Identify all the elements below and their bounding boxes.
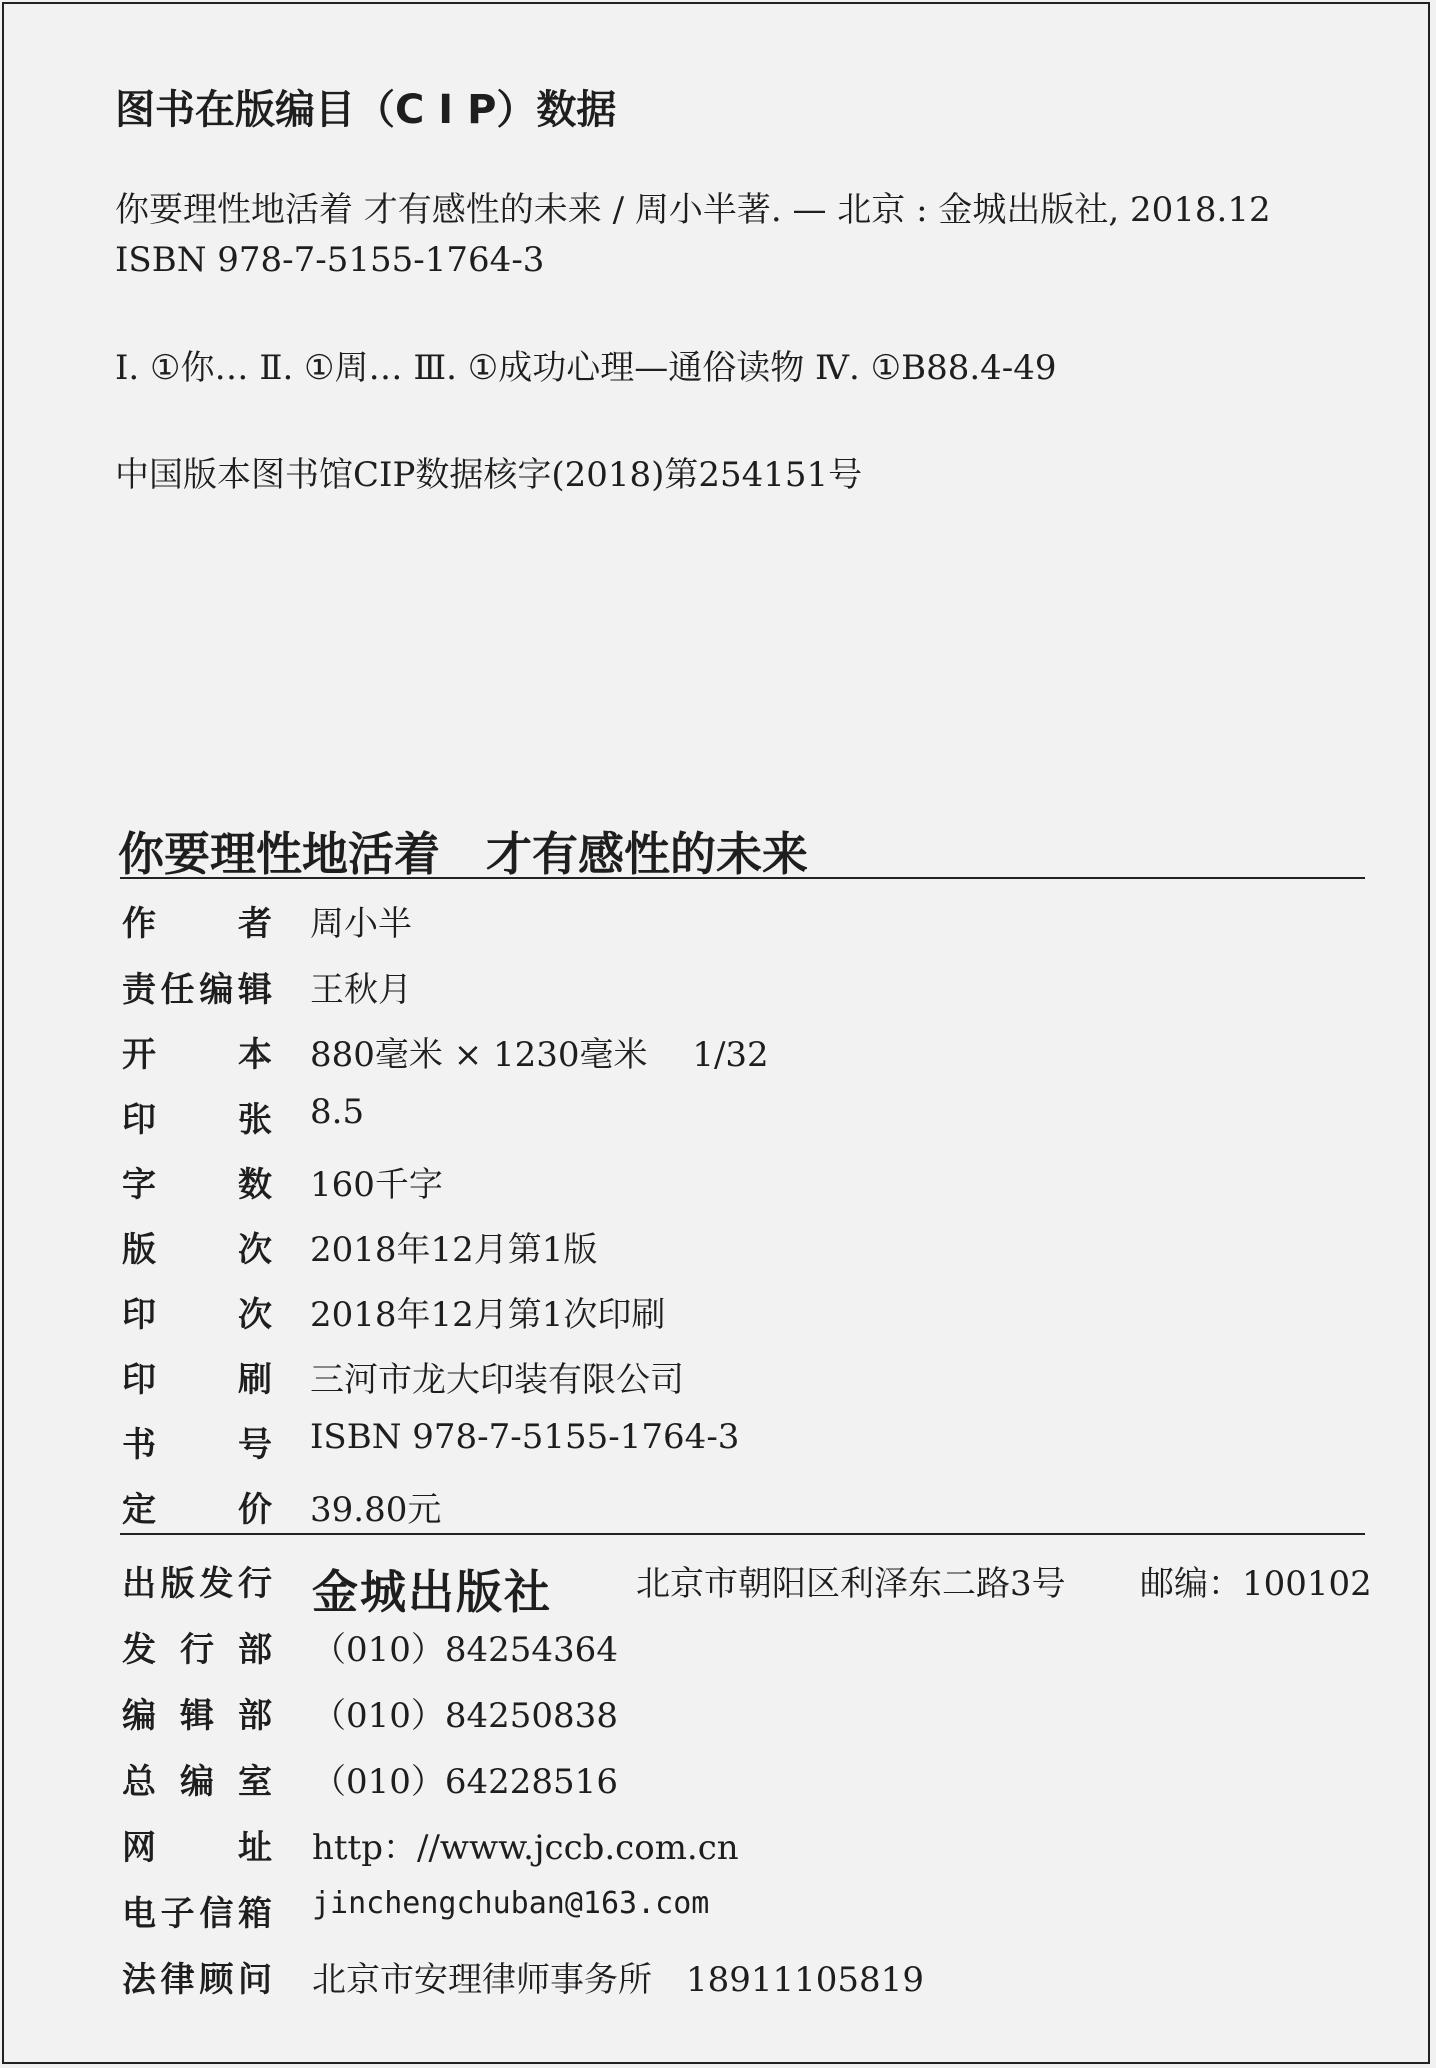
info-row-value: 160千字 — [310, 1165, 443, 1205]
cip-heading: 图书在版编目（C I P）数据 — [115, 87, 617, 133]
info-row-label — [122, 1092, 272, 1141]
label-char: 本 — [238, 1035, 272, 1075]
cip-title-line: 你要理性地活着 才有感性的未来 / 周小半著. — 北京 : 金城出版社, 2018.12 — [115, 190, 1271, 230]
email-address: jinchengchuban@163.com — [312, 1886, 710, 1921]
info-row-value: 三河市龙大印装有限公司 — [310, 1360, 684, 1400]
label-char: 部 — [238, 1630, 272, 1670]
label-char: 行 — [180, 1630, 214, 1670]
label-char: 电 — [122, 1894, 156, 1934]
label-char: 子 — [160, 1894, 195, 1934]
info-row-label — [122, 1482, 272, 1531]
label-char: 号 — [238, 1425, 272, 1465]
label-char: 书 — [122, 1425, 156, 1465]
info-row-value: 2018年12月第1次印刷 — [310, 1295, 666, 1335]
divider-middle — [120, 1533, 1365, 1535]
label-char: 开 — [122, 1035, 156, 1075]
label-char: 辑 — [237, 970, 272, 1010]
cip-isbn-line: ISBN 978-7-5155-1764-3 — [115, 240, 545, 280]
publisher-logo: 金城出版社 — [312, 1565, 552, 1619]
info-row-label — [122, 1222, 272, 1271]
info-row-label — [122, 1820, 272, 1869]
label-char: 编 — [122, 1696, 156, 1736]
info-row-value: ISBN 978-7-5155-1764-3 — [310, 1417, 740, 1457]
info-row-label — [122, 1352, 272, 1401]
phone-number: （010）84250838 — [312, 1696, 618, 1736]
label-char: 信 — [199, 1894, 234, 1934]
label-char: 价 — [238, 1490, 272, 1530]
label-char: 数 — [238, 1165, 272, 1205]
label-char: 责 — [122, 970, 156, 1010]
info-row-label — [122, 1027, 272, 1076]
info-row-label — [122, 1886, 272, 1935]
label-char: 顾 — [199, 1960, 234, 2000]
info-row-value: 周小半 — [310, 904, 412, 944]
info-row-value: 880毫米 × 1230毫米 1/32 — [310, 1035, 769, 1075]
label-char: 律 — [160, 1960, 195, 2000]
label-char: 编 — [180, 1762, 214, 1802]
info-row-value: 2018年12月第1版 — [310, 1230, 598, 1270]
info-row-label — [122, 1688, 272, 1737]
label-char: 印 — [122, 1100, 156, 1140]
info-row-label — [122, 1417, 272, 1466]
cip-classification-line: Ⅰ. ①你… Ⅱ. ①周… Ⅲ. ①成功心理—通俗读物 Ⅳ. ①B88.4-49 — [115, 348, 1057, 388]
label-char: 张 — [238, 1100, 272, 1140]
label-char: 任 — [160, 970, 195, 1010]
label-char: 问 — [237, 1960, 272, 2000]
label-char: 部 — [238, 1696, 272, 1736]
cip-record-number: 中国版本图书馆CIP数据核字(2018)第254151号 — [115, 455, 863, 495]
info-row-label — [122, 1287, 272, 1336]
info-row-label — [122, 962, 272, 1011]
book-title: 你要理性地活着 才有感性的未来 — [118, 827, 808, 881]
label-char: 者 — [238, 904, 272, 944]
label-char: 址 — [238, 1828, 272, 1868]
label-char: 字 — [122, 1165, 156, 1205]
info-row-label — [122, 1157, 272, 1206]
label-char: 总 — [122, 1762, 156, 1802]
info-row-label — [122, 1754, 272, 1803]
label-char: 印 — [122, 1360, 156, 1400]
label-char: 次 — [238, 1295, 272, 1335]
label-char: 作 — [122, 904, 156, 944]
info-row-label — [122, 1622, 272, 1671]
label-char: 室 — [238, 1762, 272, 1802]
info-row-label — [122, 1556, 272, 1605]
label-char: 版 — [122, 1230, 156, 1270]
phone-number: （010）84254364 — [312, 1630, 618, 1670]
label-char: 辑 — [180, 1696, 214, 1736]
label-char: 法 — [122, 1960, 156, 2000]
info-row-value: 王秋月 — [310, 970, 412, 1010]
label-char: 发 — [122, 1630, 156, 1670]
info-row-label — [122, 896, 272, 945]
label-char: 网 — [122, 1828, 156, 1868]
label-char: 次 — [238, 1230, 272, 1270]
label-char: 箱 — [237, 1894, 272, 1934]
publisher-postcode: 邮编：100102 — [1140, 1564, 1372, 1604]
label-char: 出 — [122, 1564, 156, 1604]
legal-counsel: 北京市安理律师事务所 18911105819 — [312, 1960, 924, 2000]
label-char: 定 — [122, 1490, 156, 1530]
info-row-value: 8.5 — [310, 1092, 365, 1132]
label-char: 行 — [237, 1564, 272, 1604]
label-char: 印 — [122, 1295, 156, 1335]
label-char: 编 — [199, 970, 234, 1010]
label-char: 发 — [199, 1564, 234, 1604]
divider-top — [120, 877, 1365, 879]
label-char: 刷 — [238, 1360, 272, 1400]
website-url: http：//www.jccb.com.cn — [312, 1828, 739, 1868]
label-char: 版 — [160, 1564, 195, 1604]
info-row-value: 39.80元 — [310, 1490, 442, 1530]
phone-number: （010）64228516 — [312, 1762, 618, 1802]
publisher-address: 北京市朝阳区利泽东二路3号 — [636, 1564, 1066, 1604]
info-row-label — [122, 1952, 272, 2001]
